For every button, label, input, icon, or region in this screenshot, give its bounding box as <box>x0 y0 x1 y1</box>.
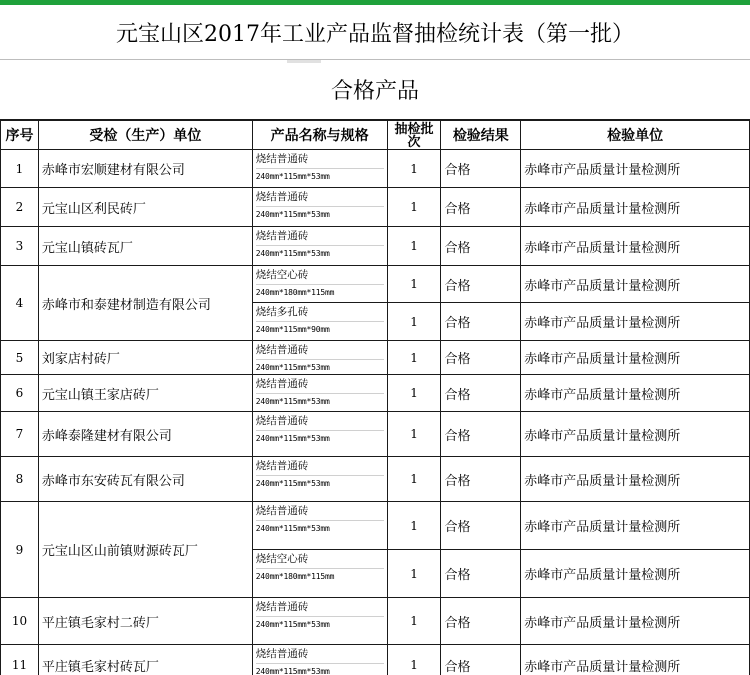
table-row <box>1 375 750 412</box>
row-index: 11 <box>1 645 39 675</box>
inspected-unit: 元宝山区利民砖厂 <box>38 188 252 227</box>
batch-count: 1 <box>387 412 441 457</box>
product-cell <box>252 375 387 412</box>
product-cell <box>252 645 387 675</box>
inspection-org: 赤峰市产品质量计量检测所 <box>521 266 750 303</box>
inspected-unit: 赤峰市东安砖瓦有限公司 <box>38 457 252 502</box>
product-spec: 240mm*115mm*53mm <box>255 397 330 406</box>
table-row <box>1 457 750 502</box>
product-spec: 240mm*180mm*115mm <box>255 572 335 581</box>
product-spec: 240mm*115mm*53mm <box>255 363 330 372</box>
inspection-org: 赤峰市产品质量计量检测所 <box>521 227 750 266</box>
header-result: 检验结果 <box>441 121 521 150</box>
product-name: 烧结普通砖 <box>256 152 384 169</box>
inspection-result: 合格 <box>441 550 521 598</box>
product-name: 烧结普通砖 <box>256 504 384 521</box>
inspection-result: 合格 <box>441 266 521 303</box>
product-cell <box>252 303 387 341</box>
inspection-result: 合格 <box>441 188 521 227</box>
inspection-result: 合格 <box>441 457 521 502</box>
inspection-org: 赤峰市产品质量计量检测所 <box>521 645 750 675</box>
inspected-unit: 刘家店村砖厂 <box>38 341 252 375</box>
table-row <box>1 341 750 375</box>
product-cell <box>252 598 387 645</box>
inspection-org: 赤峰市产品质量计量检测所 <box>521 598 750 645</box>
inspection-org: 赤峰市产品质量计量检测所 <box>521 341 750 375</box>
header-product: 产品名称与规格 <box>252 121 387 150</box>
batch-count: 1 <box>387 303 441 341</box>
product-spec: 240mm*115mm*53mm <box>255 620 330 629</box>
batch-count: 1 <box>387 266 441 303</box>
product-name: 烧结普通砖 <box>256 647 384 664</box>
batch-count: 1 <box>387 375 441 412</box>
inspected-unit: 元宝山区山前镇财源砖瓦厂 <box>38 502 252 598</box>
batch-count: 1 <box>387 645 441 675</box>
header-index: 序号 <box>1 121 39 150</box>
inspected-unit: 赤峰市宏顺建材有限公司 <box>38 150 252 188</box>
inspection-org: 赤峰市产品质量计量检测所 <box>521 188 750 227</box>
batch-count: 1 <box>387 188 441 227</box>
table-row <box>1 645 750 675</box>
document-title: 元宝山区2017年工业产品监督抽检统计表（第一批） <box>0 5 750 60</box>
product-cell <box>252 341 387 375</box>
inspection-result: 合格 <box>441 227 521 266</box>
inspection-result: 合格 <box>441 412 521 457</box>
table-body <box>1 150 750 675</box>
inspection-result: 合格 <box>441 303 521 341</box>
row-index: 9 <box>1 502 39 598</box>
table-row <box>1 266 750 303</box>
section-subtitle: 合格产品 <box>0 60 750 120</box>
row-index: 5 <box>1 341 39 375</box>
product-spec: 240mm*115mm*53mm <box>255 524 330 533</box>
inspection-org: 赤峰市产品质量计量检测所 <box>521 550 750 598</box>
table-row <box>1 502 750 550</box>
product-name: 烧结普通砖 <box>256 343 384 360</box>
product-name: 烧结普通砖 <box>256 459 384 476</box>
inspection-org: 赤峰市产品质量计量检测所 <box>521 375 750 412</box>
row-index: 8 <box>1 457 39 502</box>
inspected-unit: 赤峰泰隆建材有限公司 <box>38 412 252 457</box>
product-spec: 240mm*115mm*53mm <box>255 210 330 219</box>
inspection-org: 赤峰市产品质量计量检测所 <box>521 303 750 341</box>
header-unit: 受检（生产）单位 <box>38 121 252 150</box>
product-cell <box>252 457 387 502</box>
inspection-result: 合格 <box>441 150 521 188</box>
inspection-table <box>0 120 750 675</box>
batch-count: 1 <box>387 150 441 188</box>
product-spec: 240mm*115mm*90mm <box>255 325 330 334</box>
inspection-org: 赤峰市产品质量计量检测所 <box>521 457 750 502</box>
inspected-unit: 平庄镇毛家村砖瓦厂 <box>38 645 252 675</box>
product-cell <box>252 502 387 550</box>
row-index: 1 <box>1 150 39 188</box>
table-row <box>1 188 750 227</box>
batch-count: 1 <box>387 227 441 266</box>
inspected-unit: 元宝山镇王家店砖厂 <box>38 375 252 412</box>
row-index: 6 <box>1 375 39 412</box>
batch-count: 1 <box>387 457 441 502</box>
batch-count: 1 <box>387 341 441 375</box>
product-spec: 240mm*115mm*53mm <box>255 479 330 488</box>
product-cell <box>252 550 387 598</box>
table-row <box>1 598 750 645</box>
product-name: 烧结普通砖 <box>256 190 384 207</box>
inspection-result: 合格 <box>441 341 521 375</box>
product-cell <box>252 188 387 227</box>
row-index: 2 <box>1 188 39 227</box>
inspected-unit: 平庄镇毛家村二砖厂 <box>38 598 252 645</box>
inspection-result: 合格 <box>441 645 521 675</box>
product-name: 烧结普通砖 <box>256 600 384 617</box>
row-index: 3 <box>1 227 39 266</box>
inspection-result: 合格 <box>441 375 521 412</box>
product-spec: 240mm*115mm*53mm <box>255 172 330 181</box>
row-index: 10 <box>1 598 39 645</box>
product-name: 烧结普通砖 <box>256 414 384 431</box>
product-cell <box>252 150 387 188</box>
header-org: 检验单位 <box>521 121 750 150</box>
product-cell <box>252 266 387 303</box>
inspection-result: 合格 <box>441 598 521 645</box>
table-header-row <box>1 121 750 150</box>
product-name: 烧结多孔砖 <box>256 305 384 322</box>
table-row <box>1 227 750 266</box>
inspection-org: 赤峰市产品质量计量检测所 <box>521 150 750 188</box>
batch-count: 1 <box>387 502 441 550</box>
inspection-result: 合格 <box>441 502 521 550</box>
inspection-org: 赤峰市产品质量计量检测所 <box>521 412 750 457</box>
table-row <box>1 412 750 457</box>
inspection-org: 赤峰市产品质量计量检测所 <box>521 502 750 550</box>
product-spec: 240mm*115mm*53mm <box>255 434 330 443</box>
product-spec: 240mm*115mm*53mm <box>255 667 330 675</box>
inspected-unit: 元宝山镇砖瓦厂 <box>38 227 252 266</box>
product-cell <box>252 412 387 457</box>
row-index: 4 <box>1 266 39 341</box>
product-spec: 240mm*180mm*115mm <box>255 288 335 297</box>
product-name: 烧结空心砖 <box>256 268 384 285</box>
product-name: 烧结普通砖 <box>256 377 384 394</box>
product-name: 烧结空心砖 <box>256 552 384 569</box>
product-name: 烧结普通砖 <box>256 229 384 246</box>
batch-count: 1 <box>387 550 441 598</box>
table-row <box>1 150 750 188</box>
product-spec: 240mm*115mm*53mm <box>255 249 330 258</box>
product-cell <box>252 227 387 266</box>
row-index: 7 <box>1 412 39 457</box>
header-batches: 抽检批次 <box>387 121 441 150</box>
batch-count: 1 <box>387 598 441 645</box>
inspected-unit: 赤峰市和泰建材制造有限公司 <box>38 266 252 341</box>
